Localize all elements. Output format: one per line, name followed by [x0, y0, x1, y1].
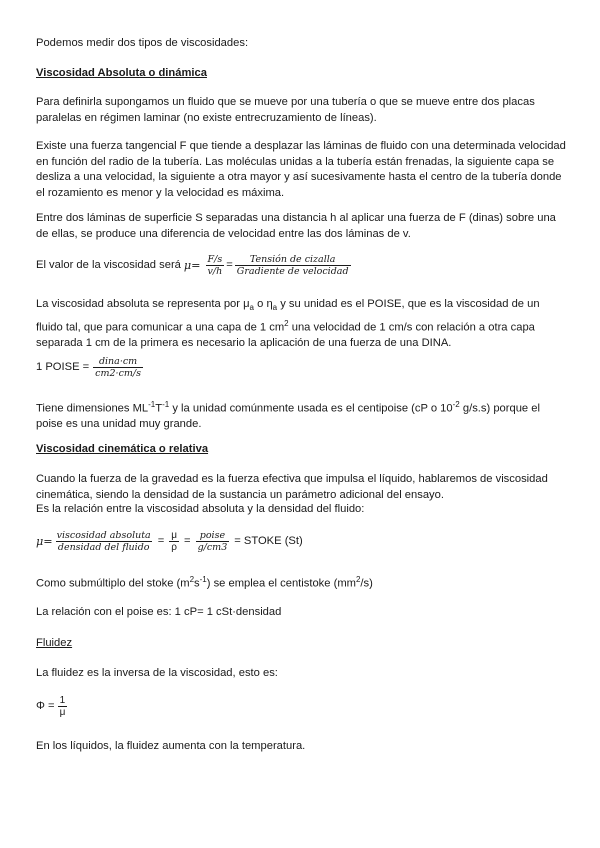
text-run: Como submúltiplo del stoke (m — [36, 577, 190, 590]
superscript: -2 — [452, 400, 460, 409]
formula-fraction-force — [206, 254, 225, 277]
superscript: -1 — [162, 400, 170, 409]
absolute-paragraph-1: Para definirla supongamos un fluido que se mueve por una tubería o que se mueve entre dos placas paralelas en régimen laminar (no existe entrecruzamiento de líneas). — [36, 96, 535, 124]
fraction-denominator: g/cm3 — [197, 542, 228, 553]
kinematic-paragraph-3 — [36, 572, 566, 592]
fraction-numerator: viscosidad absoluta — [56, 530, 151, 541]
text-run: y su unidad es el POISE, que es la viscosidad de un fluido tal, que para comunicar a una capa de 1 cm — [36, 298, 540, 334]
text-run: La viscosidad absoluta se representa por μ — [36, 298, 250, 310]
fluidity-fraction — [58, 695, 68, 718]
fraction-denominator: Gradiente de velocidad — [236, 266, 349, 277]
superscript: -1 — [199, 575, 207, 584]
kinematic-lhs: μ= — [36, 534, 53, 548]
absolute-paragraph-5 — [36, 397, 566, 433]
superscript: 2 — [189, 575, 195, 584]
text-run: o η — [257, 298, 273, 310]
superscript: -1 — [148, 400, 156, 409]
fluidity-lhs: Φ = — [36, 699, 55, 712]
kinematic-fraction-2 — [169, 530, 179, 553]
kinematic-fraction-1 — [55, 530, 153, 553]
absolute-paragraph-3: Entre dos láminas de superficie S separadas una distancia h al aplicar una fuerza de F (dinas) sobre una de ellas, se produce una diferencia de velocidad entre las dos láminas de v. — [36, 212, 556, 240]
text-run: y la unidad comúnmente usada es el centipoise (cP o 10 — [172, 402, 453, 415]
fraction-numerator: μ — [171, 530, 178, 541]
subscript: a — [249, 303, 254, 313]
kinematic-paragraph-4: La relación con el poise es: 1 cP= 1 cSt·densidad — [36, 606, 282, 618]
subscript: a — [272, 303, 278, 313]
absolute-paragraph-4 — [36, 297, 566, 351]
poise-fraction — [93, 356, 143, 379]
text-run: /s) — [360, 577, 373, 590]
kinematic-viscosity-heading: Viscosidad cinemática o relativa — [36, 443, 209, 455]
kinematic-formula — [36, 530, 566, 553]
absolute-paragraph-2: Existe una fuerza tangencial F que tiende a desplazar las láminas de fluido con una determinada velocidad en función del radio de la tubería. Las moléculas unidas a la tubería están frenadas, la siguiente capa se desliza a una velocidad, la siguiente a otra mayor y así sucesivamente hasta el centro de la tubería donde el rozamiento es menor y la velocidad es máxima. — [36, 140, 566, 199]
superscript: 2 — [355, 575, 361, 584]
text-run: g/s.s) porque el poise es una unidad muy grande. — [36, 402, 540, 431]
text-run: ) se emplea el centistoke (mm — [206, 577, 356, 590]
viscosity-formula — [36, 254, 566, 277]
formula-equals: = — [226, 258, 233, 271]
text-run: s — [194, 577, 200, 590]
fraction-numerator: F/s — [207, 254, 223, 265]
formula-equals: = — [184, 534, 191, 547]
kinematic-fraction-3 — [196, 530, 230, 553]
kinematic-paragraph-1: Cuando la fuerza de la gravedad es la fuerza efectiva que impulsa el líquido, hablaremos de viscosidad cinemática, siendo la densidad de la sustancia un parámetro adicional del ensayo. — [36, 473, 548, 501]
fraction-numerator: 1 — [59, 695, 66, 706]
fraction-denominator: cm2·cm/s — [95, 368, 141, 379]
text-run: una velocidad de 1 cm/s con relación a otra capa separada 1 cm de la primera es necesario la aplicación de una fuerza de una DINA. — [36, 321, 535, 349]
kinematic-paragraph-2: Es la relación entre la viscosidad absoluta y la densidad del fluido: — [36, 503, 365, 515]
formula-mu: μ= — [183, 258, 201, 272]
text-run: Tiene dimensiones ML — [36, 402, 149, 415]
fluidity-paragraph-2: En los líquidos, la fluidez aumenta con la temperatura. — [36, 740, 306, 752]
fraction-numerator: Tensión de cizalla — [249, 254, 336, 265]
intro-text: Podemos medir dos tipos de viscosidades: — [36, 37, 249, 49]
fluidity-paragraph-1: La fluidez es la inversa de la viscosidad, esto es: — [36, 667, 278, 679]
fluidity-heading: Fluidez — [36, 637, 73, 649]
fraction-denominator: densidad del fluido — [57, 542, 150, 553]
poise-lhs: 1 POISE = — [36, 360, 90, 373]
fraction-numerator: poise — [199, 530, 226, 541]
poise-formula — [36, 356, 566, 379]
fraction-numerator: dina·cm — [98, 356, 138, 367]
fluidity-formula — [36, 695, 566, 718]
fraction-denominator: ρ — [171, 542, 177, 553]
formula-tail: = STOKE (St) — [234, 534, 303, 547]
superscript: 2 — [284, 318, 289, 328]
formula-fraction-stress — [235, 254, 351, 277]
formula-equals: = — [157, 534, 165, 547]
fraction-denominator: μ — [59, 707, 66, 718]
text-run: T — [155, 402, 163, 415]
fraction-denominator: v/h — [207, 266, 223, 277]
absolute-viscosity-heading: Viscosidad Absoluta o dinámica — [36, 67, 207, 79]
formula-prefix: El valor de la viscosidad será — [36, 258, 181, 271]
